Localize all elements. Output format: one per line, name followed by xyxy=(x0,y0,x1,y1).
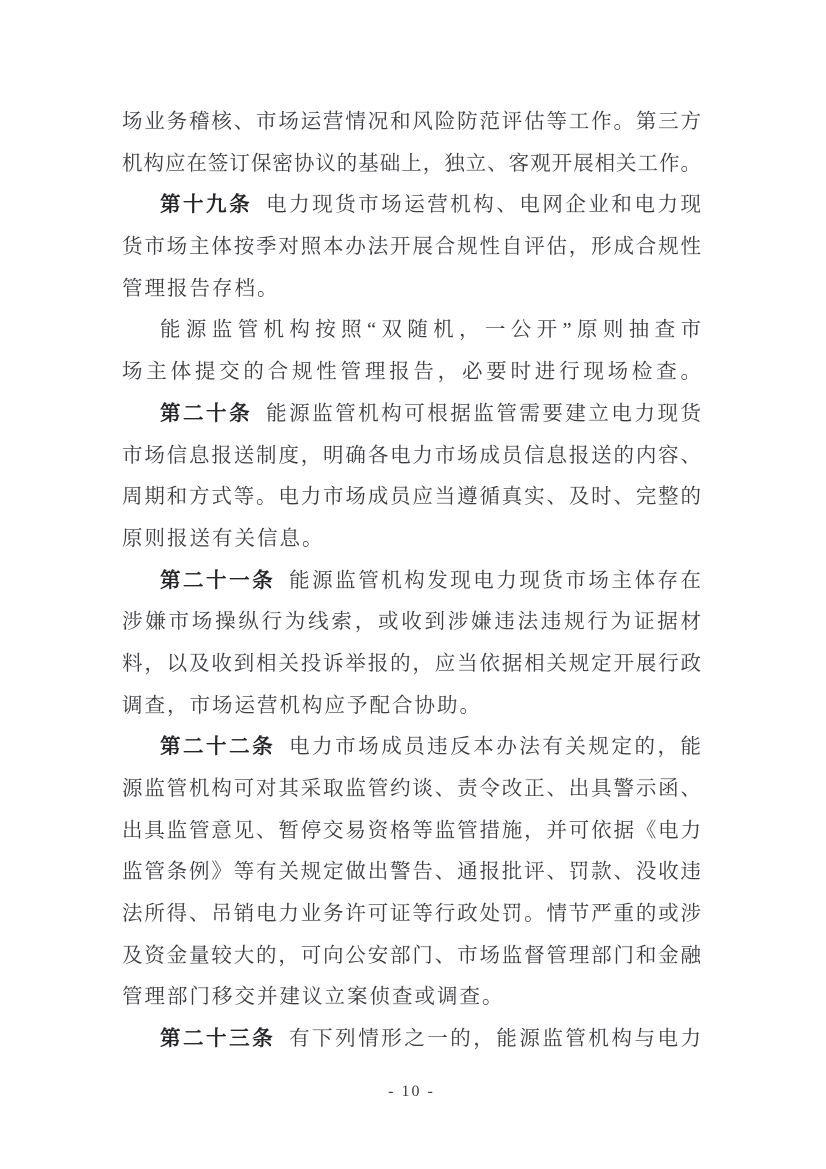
line-text: 能源监管机构按照“双随机，一公开”原则抽查市 xyxy=(160,319,701,342)
article-number: 第二十二条 xyxy=(160,736,276,759)
text-block xyxy=(122,102,701,1061)
line-text: 周期和方式等。电力市场成员应当遵循真实、及时、完整的 xyxy=(122,486,701,509)
line-text: 电力现货市场运营机构、电网企业和电力现 xyxy=(266,194,701,217)
text-line xyxy=(122,394,701,436)
text-line xyxy=(122,185,701,227)
line-text: 场业务稽核、市场运营情况和风险防范评估等工作。第三方 xyxy=(122,111,701,133)
line-text: 及资金量较大的，可向公安部门、市场监督管理部门和金融 xyxy=(122,944,701,967)
text-line xyxy=(122,352,701,394)
text-line xyxy=(122,269,701,311)
line-text: 能源监管机构发现电力现货市场主体存在 xyxy=(289,569,701,592)
text-line xyxy=(122,1019,701,1061)
text-line xyxy=(122,102,701,144)
line-text: 涉嫌市场操纵行为线索，或收到涉嫌违法违规行为证据材 xyxy=(122,611,701,634)
page-number: - 10 - xyxy=(388,1083,435,1100)
article-number: 第二十一条 xyxy=(160,569,276,592)
page-footer xyxy=(122,1083,701,1101)
text-line xyxy=(122,811,701,853)
text-line xyxy=(122,519,701,561)
line-text: 能源监管机构可根据监管需要建立电力现货 xyxy=(266,402,701,425)
line-text: 货市场主体按季对照本办法开展合规性自评估，形成合规性 xyxy=(122,236,701,259)
line-text: 管理部门移交并建议立案侦查或调查。 xyxy=(122,986,505,1009)
line-text: 源监管机构可对其采取监管约谈、责令改正、出具警示函、 xyxy=(122,778,701,800)
text-line xyxy=(122,436,701,478)
text-line xyxy=(122,477,701,519)
article-number: 第二十条 xyxy=(160,402,253,425)
text-line xyxy=(122,727,701,769)
line-text: 有下列情形之一的，能源监管机构与电力 xyxy=(289,1028,701,1051)
line-text: 管理报告存档。 xyxy=(122,277,280,300)
line-text: 监管条例》等有关规定做出警告、通报批评、罚款、没收违 xyxy=(122,861,701,884)
text-line xyxy=(122,602,701,644)
line-text: 机构应在签订保密协议的基础上，独立、客观开展相关工作。 xyxy=(122,152,701,175)
text-line xyxy=(122,561,701,603)
line-text: 电力市场成员违反本办法有关规定的，能 xyxy=(289,736,701,759)
text-line xyxy=(122,977,701,1019)
line-text: 法所得、吊销电力业务许可证等行政处罚。情节严重的或涉 xyxy=(122,903,701,926)
text-line xyxy=(122,852,701,894)
line-text: 调查，市场运营机构应予配合协助。 xyxy=(122,694,482,717)
line-text: 出具监管意见、暂停交易资格等监管措施，并可依据《电力 xyxy=(122,819,701,842)
text-line xyxy=(122,894,701,936)
text-line xyxy=(122,644,701,686)
text-line xyxy=(122,310,701,352)
article-number: 第十九条 xyxy=(160,194,253,217)
text-line xyxy=(122,686,701,728)
text-line xyxy=(122,144,701,186)
line-text: 市场信息报送制度，明确各电力市场成员信息报送的内容、 xyxy=(122,444,701,467)
line-text: 场主体提交的合规性管理报告，必要时进行现场检查。 xyxy=(122,361,701,384)
text-line xyxy=(122,227,701,269)
text-line xyxy=(122,936,701,978)
line-text: 料，以及收到相关投诉举报的，应当依据相关规定开展行政 xyxy=(122,652,701,675)
line-text: 原则报送有关信息。 xyxy=(122,527,325,550)
text-line xyxy=(122,769,701,811)
article-number: 第二十三条 xyxy=(160,1028,276,1051)
